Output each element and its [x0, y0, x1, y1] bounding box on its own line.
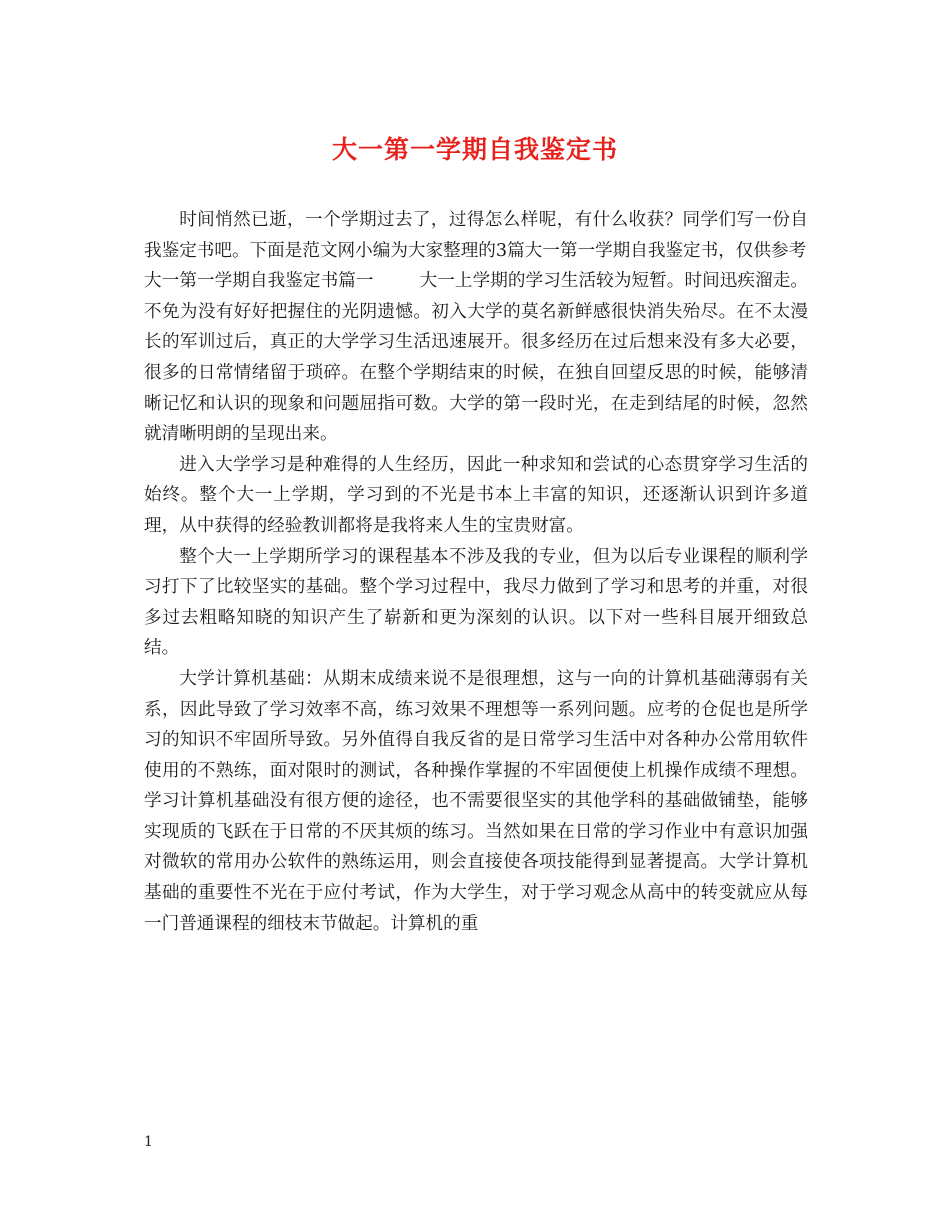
section-heading: 大一第一学期自我鉴定书篇一 [144, 271, 374, 292]
body-paragraph: 进入大学学习是种难得的人生经历，因此一种求知和尝试的心态贯穿学习生活的始终。整个大一上学期，学习到的不光是书本上丰富的知识，还逐渐认识到许多道理，从中获得的经验教训都将是我将来人生的宝贵财富。 [144, 454, 808, 536]
section-first-text: 大一上学期的学习生活较为短暂。时间迅疾溜走。不免为没有好好把握住的光阴遗憾。初入大学的莫名新鲜感很快消失殆尽。在不太漫长的军训过后，真正的大学学习生活迅速展开。很多经历在过后想来没有多大必要，很多的日常情绪留于琐碎。在整个学期结束的时候，在独自回望反思的时候，能够清晰记忆和认识的现象和问题屈指可数。大学的第一段时光，在走到结尾的时候，忽然就清晰明朗的呈现出来。 [144, 271, 808, 445]
section-paragraph [144, 266, 808, 450]
body-paragraph: 整个大一上学期所学习的课程基本不涉及我的专业，但为以后专业课程的顺利学习打下了比较坚实的基础。整个学习过程中，我尽力做到了学习和思考的并重，对很多过去粗略知晓的知识产生了崭新和更为深刻的认识。以下对一些科目展开细致总结。 [144, 546, 808, 659]
page-number: 1 [144, 1134, 153, 1150]
intro-paragraph: 时间悄然已逝，一个学期过去了，过得怎么样呢，有什么收获？同学们写一份自我鉴定书吧。下面是范文网小编为大家整理的3篇大一第一学期自我鉴定书，仅供参考 [144, 210, 808, 261]
body-paragraph: 大学计算机基础：从期末成绩来说不是很理想，这与一向的计算机基础薄弱有关系，因此导致了学习效率不高，练习效果不理想等一系列问题。应考的仓促也是所学习的知识不牢固所导致。另外值得自我反省的是日常学习生活中对各种办公常用软件使用的不熟练，面对限时的测试，各种操作掌握的不牢固便使上机操作成绩不理想。学习计算机基础没有很方便的途径，也不需要很坚实的其他学科的基础做铺垫，能够实现质的飞跃在于日常的不厌其烦的练习。当然如果在日常的学习作业中有意识加强对微软的常用办公软件的熟练运用，则会直接使各项技能得到显著提高。大学计算机基础的重要性不光在于应付考试，作为大学生，对于学习观念从高中的转变就应从每一门普通课程的细枝末节做起。计算机的重 [144, 668, 808, 934]
document-body [144, 205, 808, 939]
document-title: 大一第一学期自我鉴定书 [331, 135, 618, 164]
